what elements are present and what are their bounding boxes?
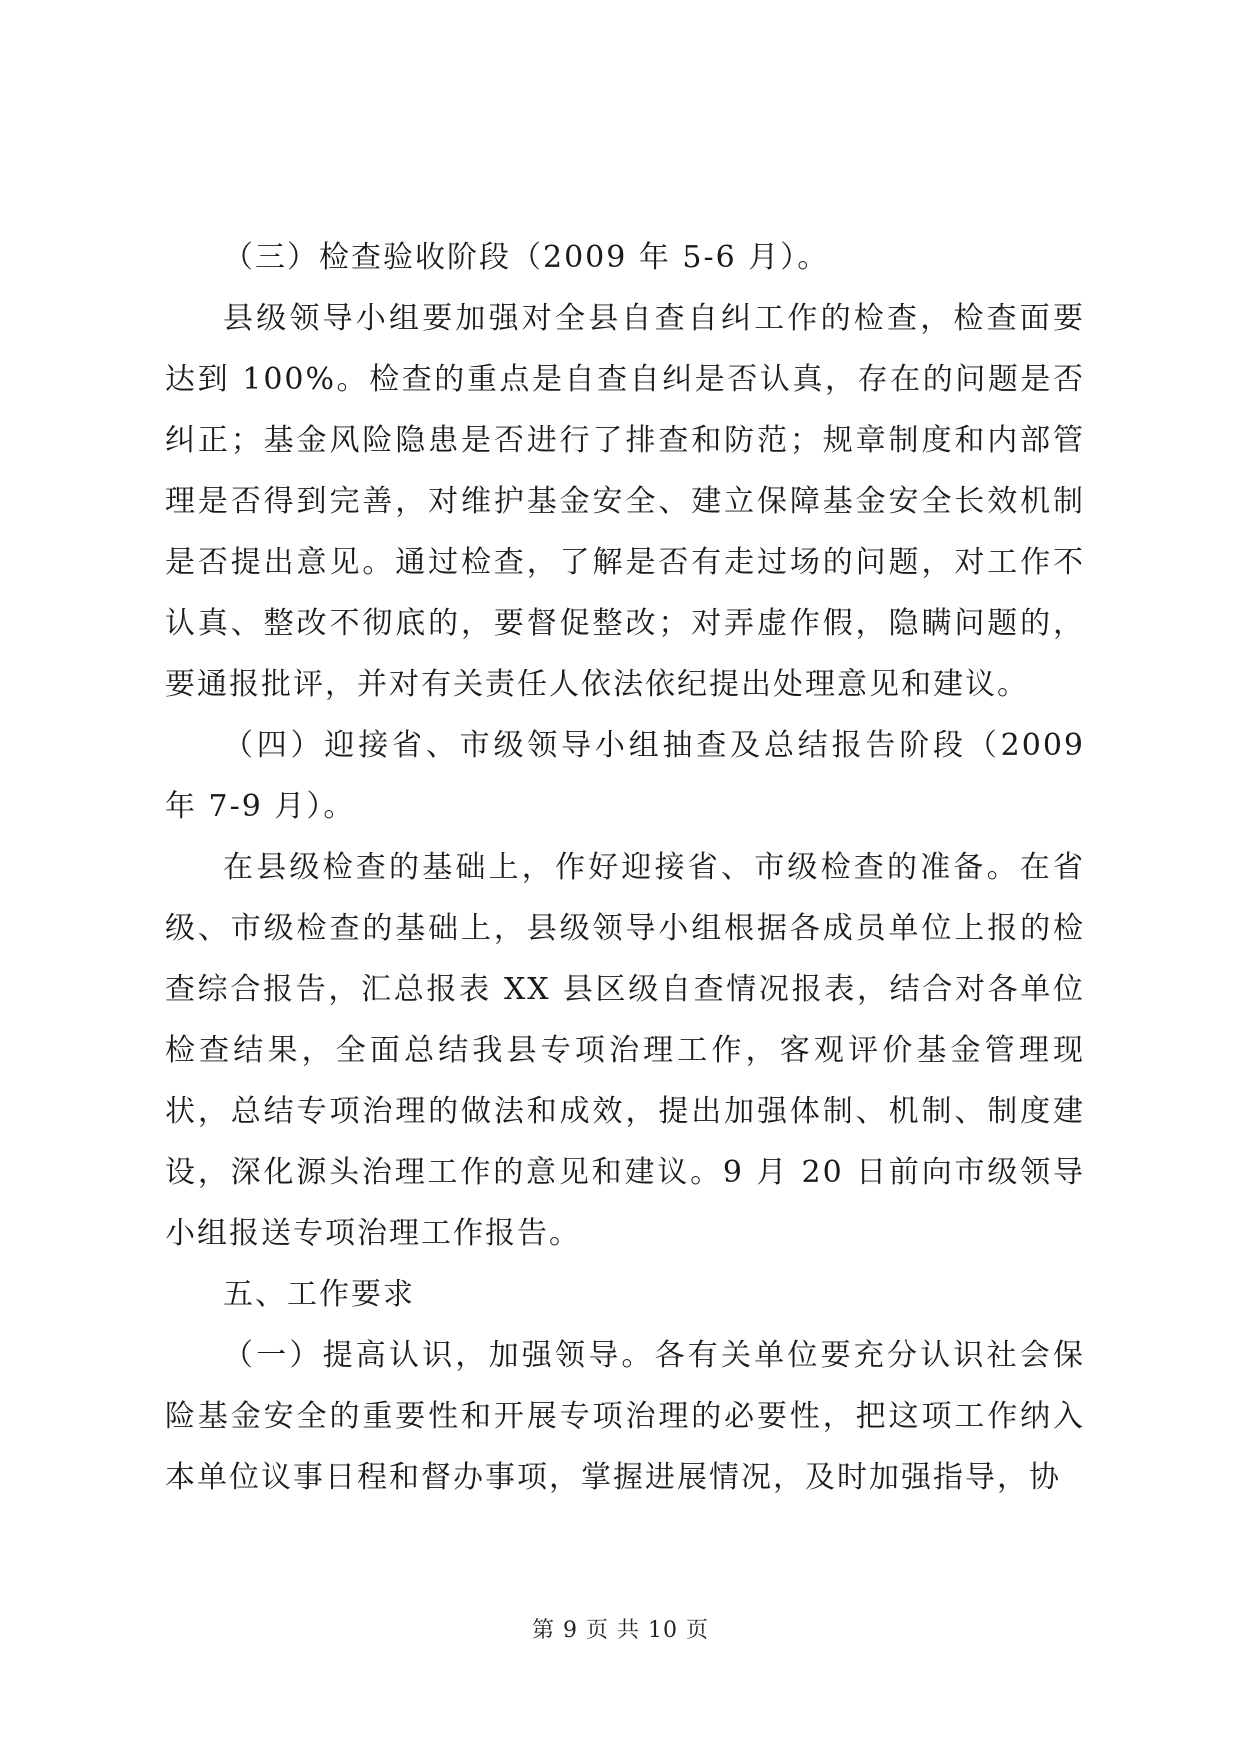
section-heading-3: （三）检查验收阶段（2009 年 5-6 月）。: [223, 240, 830, 275]
page-number-footer: 第 9 页 共 10 页: [532, 1618, 709, 1643]
document-body: [165, 227, 1085, 1508]
paragraph-requirement-1: （一）提高认识，加强领导。各有关单位要充分认识社会保险基金安全的重要性和开展专项治理的必要性，把这项工作纳入本单位议事日程和督办事项，掌握进展情况，及时加强指导，协: [165, 1338, 1085, 1495]
section-heading-requirements: 五、工作要求: [223, 1277, 415, 1312]
paragraph-summary: 在县级检查的基础上，作好迎接省、市级检查的准备。在省级、市级检查的基础上，县级领导小组根据各成员单位上报的检查综合报告，汇总报表 XX 县区级自查情况报表，结合对各单位检查结果，全面总结我县专项治理工作，客观评价基金管理现状，总结专项治理的做法和成效，提出加强体制、机制、制度建设，深化源头治理工作的意见和建议。9 月 20 日前向市级领导小组报送专项治理工作报告。: [165, 850, 1085, 1251]
paragraph-inspection: 县级领导小组要加强对全县自查自纠工作的检查，检查面要达到 100%。检查的重点是自查自纠是否认真，存在的问题是否纠正；基金风险隐患是否进行了排查和防范；规章制度和内部管理是否得到完善，对维护基金安全、建立保障基金安全长效机制是否提出意见。通过检查，了解是否有走过场的问题，对工作不认真、整改不彻底的，要督促整改；对弄虚作假，隐瞒问题的，要通报批评，并对有关责任人依法依纪提出处理意见和建议。: [165, 301, 1085, 702]
section-heading-4: （四）迎接省、市级领导小组抽查及总结报告阶段（2009 年 7-9 月）。: [165, 728, 1085, 824]
